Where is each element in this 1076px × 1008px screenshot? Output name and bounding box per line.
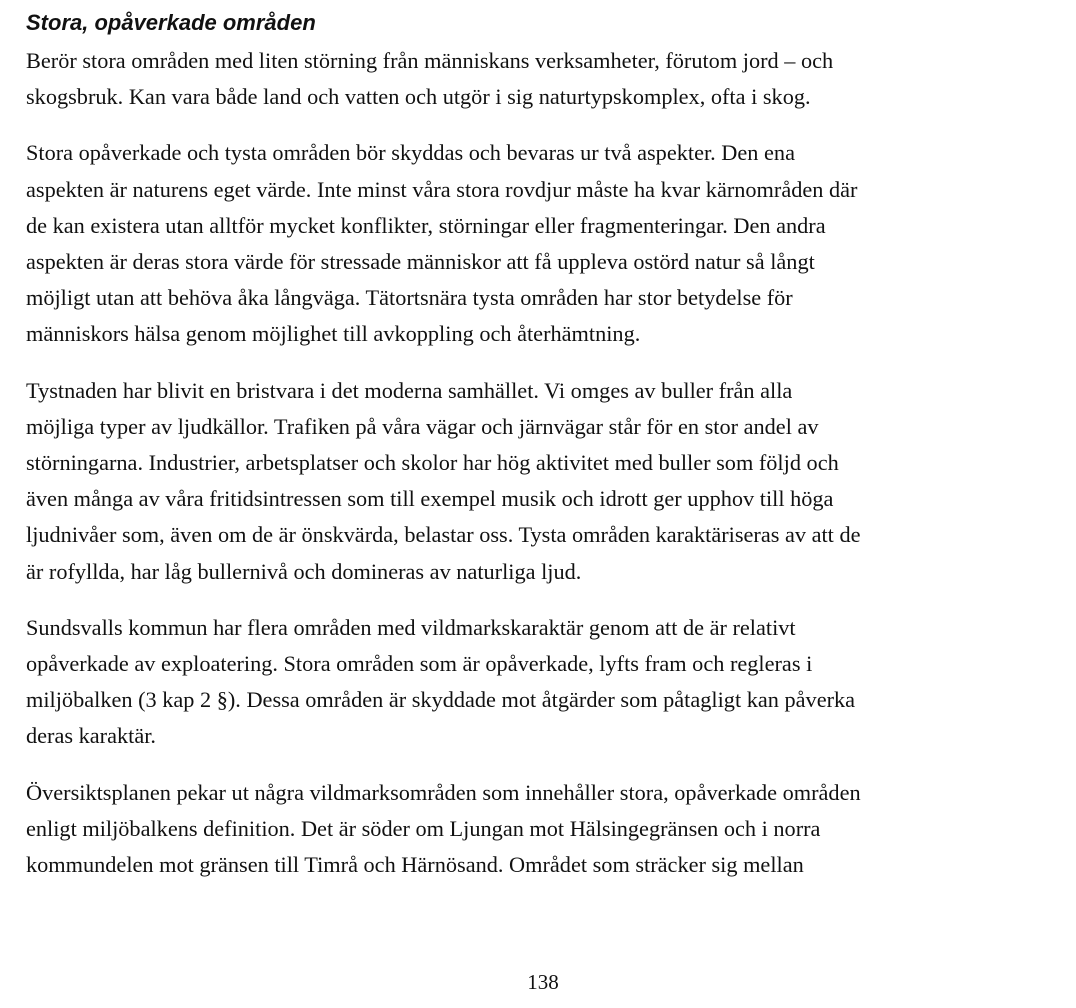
text-line: opåverkade av exploatering. Stora områden som är opåverkade, lyfts fram och regleras i — [26, 651, 813, 677]
text-line: möjligt utan att behöva åka långväga. Tätortsnära tysta områden har stor betydelse för — [26, 285, 793, 311]
paragraph — [26, 610, 1066, 755]
paragraph — [26, 135, 1066, 352]
page-number: 138 — [527, 970, 559, 994]
text-line: aspekten är naturens eget värde. Inte minst våra stora rovdjur måste ha kvar kärnområden där — [26, 176, 858, 202]
document-page — [26, 8, 1066, 903]
text-line: de kan existera utan alltför mycket konflikter, störningar eller fragmenteringar. Den andra — [26, 212, 826, 238]
text-line: deras karaktär. — [26, 723, 156, 749]
text-line: även många av våra fritidsintressen som till exempel musik och idrott ger upphov till höga — [26, 486, 834, 512]
paragraph — [26, 373, 1066, 590]
text-line: miljöbalken (3 kap 2 §). Dessa områden är skyddade mot åtgärder som påtagligt kan påverka — [26, 687, 856, 713]
text-line: skogsbruk. Kan vara både land och vatten och utgör i sig naturtypskomplex, ofta i skog. — [26, 84, 811, 110]
text-line: möjliga typer av ljudkällor. Trafiken på våra vägar och järnvägar står för en stor andel av — [26, 413, 819, 439]
paragraph — [26, 43, 1066, 115]
text-line: kommundelen mot gränsen till Timrå och Härnösand. Området som sträcker sig mellan — [26, 852, 804, 878]
text-line: störningarna. Industrier, arbetsplatser och skolor har hög aktivitet med buller som följd och — [26, 450, 839, 476]
text-line: Berör stora områden med liten störning från människans verksamheter, förutom jord – och — [26, 48, 834, 73]
paragraph — [26, 775, 1066, 884]
text-line: Tystnaden har blivit en bristvara i det moderna samhället. Vi omges av buller från alla — [26, 377, 793, 403]
text-line: Sundsvalls kommun har flera områden med vildmarkskaraktär genom att de är relativt — [26, 614, 796, 640]
text-line: ljudnivåer som, även om de är önskvärda, belastar oss. Tysta områden karaktäriseras av att de — [26, 522, 861, 548]
section-heading: Stora, opåverkade områden — [26, 10, 316, 35]
text-line: aspekten är deras stora värde för stressade människor att få uppleva ostörd natur så långt — [26, 249, 815, 275]
text-line: Stora opåverkade och tysta områden bör skyddas och bevaras ur två aspekter. Den ena — [26, 140, 795, 166]
text-line: är rofyllda, har låg bullernivå och domineras av naturliga ljud. — [26, 558, 582, 584]
text-line: människors hälsa genom möjlighet till avkoppling och återhämtning. — [26, 321, 641, 347]
text-line: enligt miljöbalkens definition. Det är söder om Ljungan mot Hälsingegränsen och i norra — [26, 815, 821, 841]
body-text — [26, 43, 1066, 883]
text-line: Översiktsplanen pekar ut några vildmarksområden som innehåller stora, opåverkade områden — [26, 779, 861, 805]
